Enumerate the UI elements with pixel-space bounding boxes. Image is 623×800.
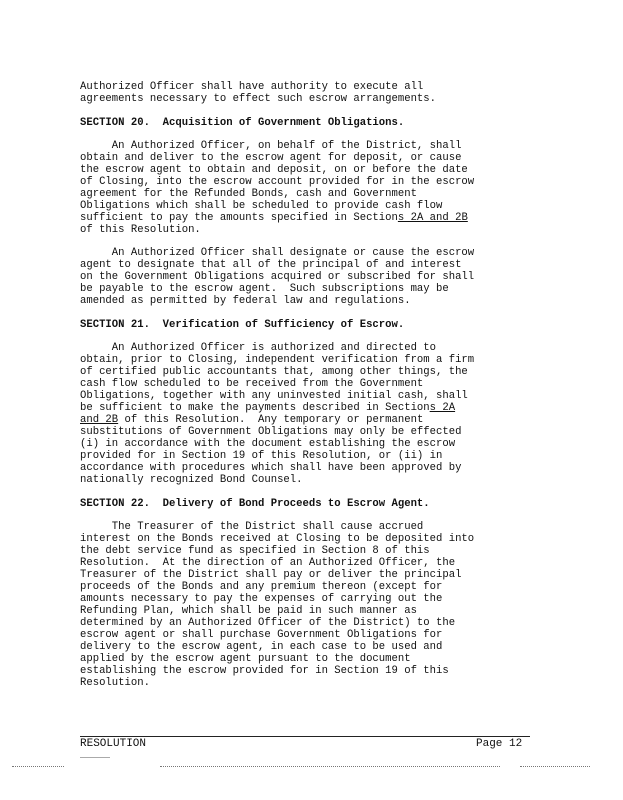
text-line: An Authorized Officer is authorized and directed to	[80, 342, 437, 354]
text-line: substitutions of Government Obligations may only be effected	[80, 426, 462, 438]
intro-line: Authorized Officer shall have authority to execute all	[80, 81, 424, 93]
text-line: Treasurer of the District shall pay or deliver the principal	[80, 569, 462, 581]
text-line: Obligations, together with any uninvested initial cash, shall	[80, 390, 468, 402]
section-20-line: sufficient to pay the amounts specified in Sections 2A and 2B	[80, 212, 468, 224]
scan-artifact	[12, 766, 64, 767]
intro-line: agreements necessary to effect such escrow arrangements.	[80, 93, 437, 105]
section-reference: and 2B	[80, 414, 119, 426]
text-line: amounts necessary to pay the expenses of carrying out the	[80, 593, 443, 605]
text-line: proceeds of the Bonds and any premium thereon (except for	[80, 581, 443, 593]
section-reference: s 2A	[429, 402, 456, 414]
text-line: Resolution.	[80, 677, 150, 689]
text-line: of Closing, into the escrow account provided for in the escrow	[80, 176, 475, 188]
text-line: the debt service fund as specified in Section 8 of this	[80, 545, 430, 557]
text-line: escrow agent or shall purchase Government Obligations for	[80, 629, 443, 641]
text-line: be payable to the escrow agent. Such subscriptions may be	[80, 283, 449, 295]
text-line: agreement for the Refunded Bonds, cash and Government	[80, 188, 417, 200]
text-line: of certified public accountants that, among other things, the	[80, 366, 468, 378]
text-line: on the Government Obligations acquired or subscribed for shall	[80, 271, 475, 283]
section-21-line: be sufficient to make the payments described in Sections 2A	[80, 402, 456, 414]
text-line: amended as permitted by federal law and regulations.	[80, 295, 411, 307]
text-line: applied by the escrow agent pursuant to the document	[80, 653, 411, 665]
section-reference: s 2A and 2B	[397, 212, 468, 224]
text-line: agent to designate that all of the principal of and interest	[80, 259, 462, 271]
section-21-line: and 2B of this Resolution. Any temporary or permanent	[80, 414, 424, 426]
text-line: An Authorized Officer shall designate or cause the escrow	[80, 247, 475, 259]
text-line: (i) in accordance with the document establishing the escrow	[80, 438, 456, 450]
text-line: cash flow scheduled to be received from the Government	[80, 378, 424, 390]
text-line: establishing the escrow provided for in Section 19 of this	[80, 665, 449, 677]
section-21-heading: SECTION 21. Verification of Sufficiency of Escrow.	[80, 319, 405, 331]
text-line: interest on the Bonds received at Closing to be deposited into	[80, 533, 475, 545]
section-22-heading: SECTION 22. Delivery of Bond Proceeds to Escrow Agent.	[80, 498, 430, 510]
text-line: the escrow agent to obtain and deposit, on or before the date	[80, 164, 468, 176]
text-line: provided for in Section 19 of this Resolution, or (ii) in	[80, 450, 443, 462]
text-line: determined by an Authorized Officer of the District) to the	[80, 617, 456, 629]
footer-rule	[80, 736, 530, 737]
footer-left-label: RESOLUTION	[80, 738, 147, 750]
text-line: accordance with procedures which shall have been approved by	[80, 462, 462, 474]
text-line: The Treasurer of the District shall cause accrued	[80, 521, 424, 533]
scan-artifact	[160, 766, 500, 767]
scan-artifact	[80, 757, 110, 758]
text-line: nationally recognized Bond Counsel.	[80, 474, 303, 486]
section-20-line: of this Resolution.	[80, 224, 201, 236]
text-line: Resolution. At the direction of an Authorized Officer, the	[80, 557, 456, 569]
text-line: Obligations which shall be scheduled to provide cash flow	[80, 200, 443, 212]
section-20-heading: SECTION 20. Acquisition of Government Obligations.	[80, 117, 405, 129]
text-line: obtain and deliver to the escrow agent for deposit, or cause	[80, 152, 462, 164]
scan-artifact	[520, 766, 590, 767]
text-line: delivery to the escrow agent, in each case to be used and	[80, 641, 443, 653]
text-line: Refunding Plan, which shall be paid in such manner as	[80, 605, 417, 617]
text-line: An Authorized Officer, on behalf of the District, shall	[80, 140, 462, 152]
footer-page-number: Page 12	[476, 738, 523, 750]
text-line: obtain, prior to Closing, independent verification from a firm	[80, 354, 475, 366]
